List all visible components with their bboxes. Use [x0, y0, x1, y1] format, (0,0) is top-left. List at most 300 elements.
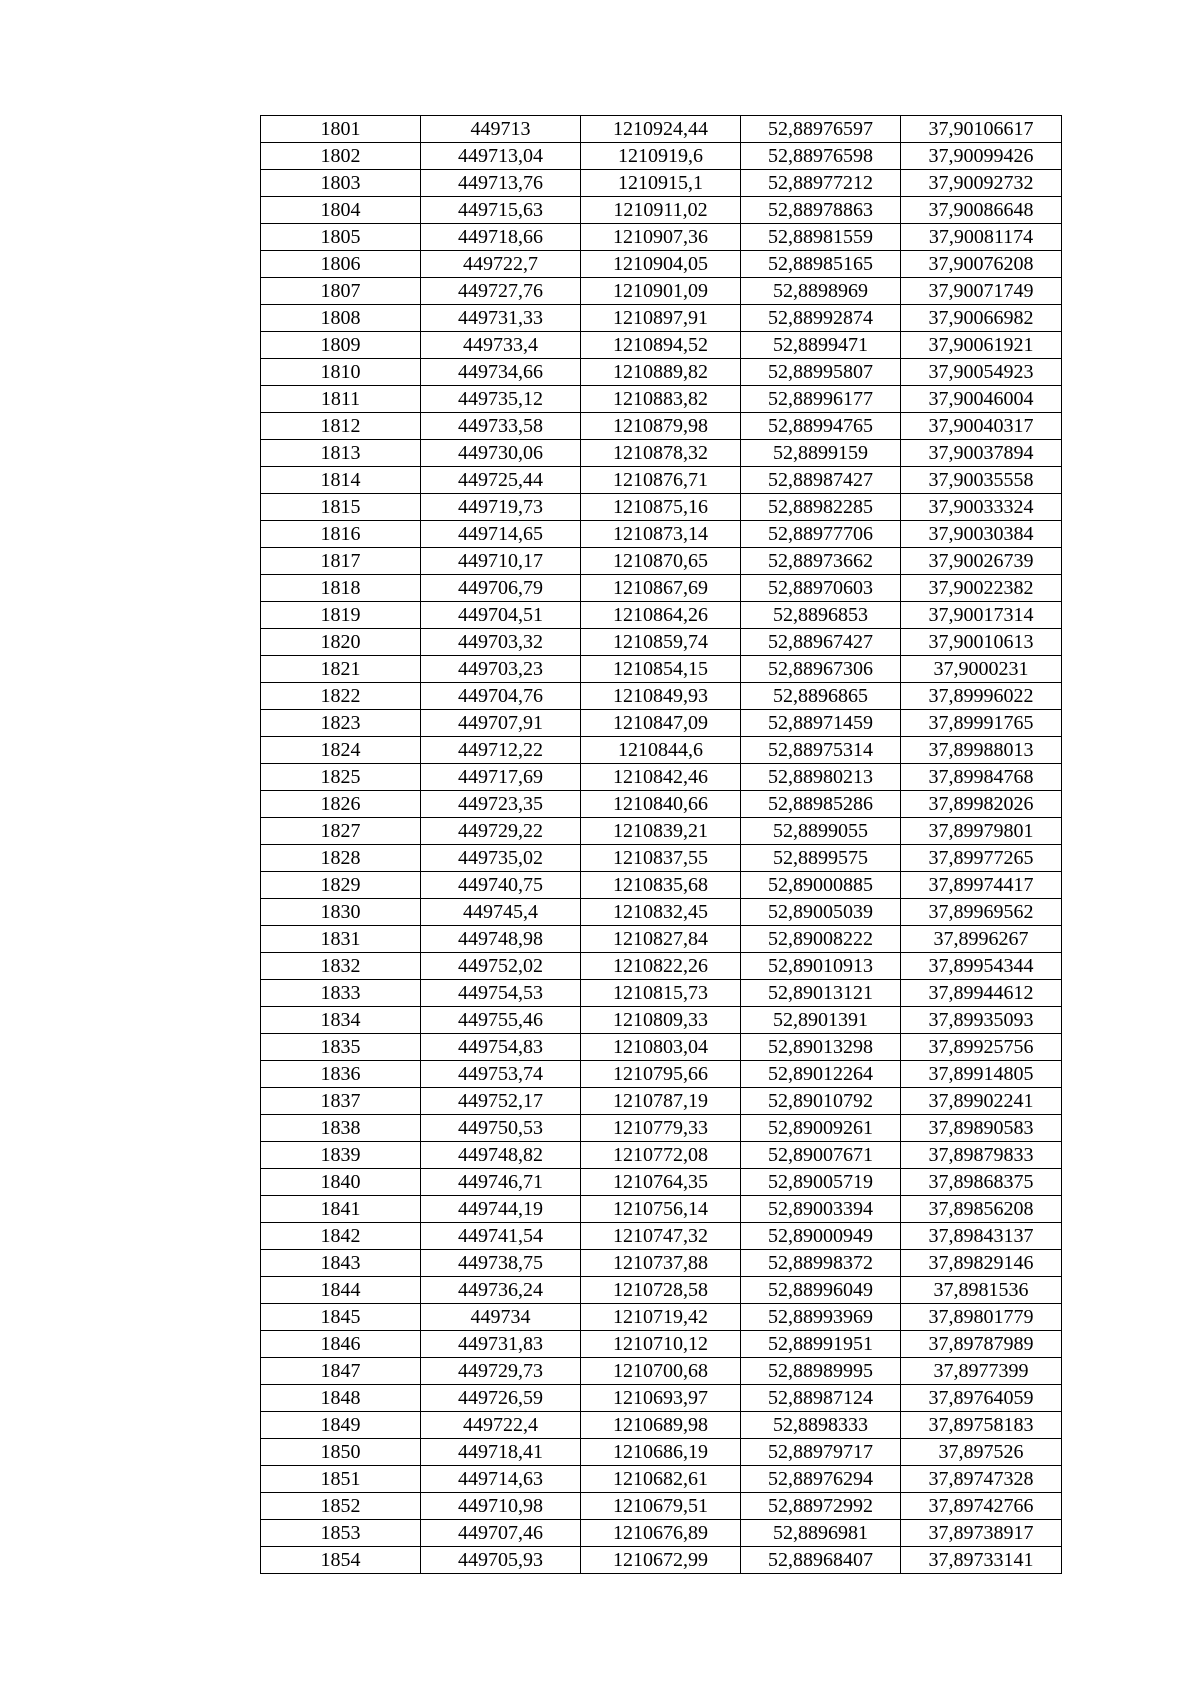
point-number-cell: 1826 [261, 791, 421, 818]
y-coordinate-cell: 1210827,84 [581, 926, 741, 953]
point-number-cell: 1832 [261, 953, 421, 980]
point-number-cell: 1820 [261, 629, 421, 656]
y-coordinate-cell: 1210842,46 [581, 764, 741, 791]
x-coordinate-cell: 449752,17 [421, 1088, 581, 1115]
y-coordinate-cell: 1210803,04 [581, 1034, 741, 1061]
longitude-cell: 37,90086648 [901, 197, 1062, 224]
x-coordinate-cell: 449726,59 [421, 1385, 581, 1412]
x-coordinate-cell: 449703,23 [421, 656, 581, 683]
latitude-cell: 52,8896981 [741, 1520, 901, 1547]
point-number-cell: 1821 [261, 656, 421, 683]
latitude-cell: 52,8899055 [741, 818, 901, 845]
x-coordinate-cell: 449713,76 [421, 170, 581, 197]
point-number-cell: 1834 [261, 1007, 421, 1034]
longitude-cell: 37,90017314 [901, 602, 1062, 629]
table-row [261, 1061, 1062, 1088]
y-coordinate-cell: 1210700,68 [581, 1358, 741, 1385]
longitude-cell: 37,9000231 [901, 656, 1062, 683]
table-row [261, 548, 1062, 575]
x-coordinate-cell: 449703,32 [421, 629, 581, 656]
latitude-cell: 52,89005719 [741, 1169, 901, 1196]
latitude-cell: 52,88967306 [741, 656, 901, 683]
point-number-cell: 1814 [261, 467, 421, 494]
longitude-cell: 37,89801779 [901, 1304, 1062, 1331]
x-coordinate-cell: 449752,02 [421, 953, 581, 980]
x-coordinate-cell: 449755,46 [421, 1007, 581, 1034]
point-number-cell: 1807 [261, 278, 421, 305]
x-coordinate-cell: 449715,63 [421, 197, 581, 224]
point-number-cell: 1831 [261, 926, 421, 953]
point-number-cell: 1845 [261, 1304, 421, 1331]
x-coordinate-cell: 449744,19 [421, 1196, 581, 1223]
y-coordinate-cell: 1210822,26 [581, 953, 741, 980]
point-number-cell: 1848 [261, 1385, 421, 1412]
x-coordinate-cell: 449748,82 [421, 1142, 581, 1169]
table-row [261, 332, 1062, 359]
latitude-cell: 52,89008222 [741, 926, 901, 953]
x-coordinate-cell: 449722,7 [421, 251, 581, 278]
longitude-cell: 37,89984768 [901, 764, 1062, 791]
table-row [261, 251, 1062, 278]
x-coordinate-cell: 449738,75 [421, 1250, 581, 1277]
latitude-cell: 52,88995807 [741, 359, 901, 386]
table-row [261, 953, 1062, 980]
longitude-cell: 37,89742766 [901, 1493, 1062, 1520]
x-coordinate-cell: 449746,71 [421, 1169, 581, 1196]
longitude-cell: 37,89758183 [901, 1412, 1062, 1439]
point-number-cell: 1805 [261, 224, 421, 251]
x-coordinate-cell: 449730,06 [421, 440, 581, 467]
y-coordinate-cell: 1210682,61 [581, 1466, 741, 1493]
x-coordinate-cell: 449712,22 [421, 737, 581, 764]
latitude-cell: 52,88976598 [741, 143, 901, 170]
x-coordinate-cell: 449733,58 [421, 413, 581, 440]
latitude-cell: 52,88996049 [741, 1277, 901, 1304]
table-row [261, 1277, 1062, 1304]
longitude-cell: 37,90037894 [901, 440, 1062, 467]
point-number-cell: 1803 [261, 170, 421, 197]
x-coordinate-cell: 449713 [421, 116, 581, 143]
y-coordinate-cell: 1210679,51 [581, 1493, 741, 1520]
x-coordinate-cell: 449741,54 [421, 1223, 581, 1250]
y-coordinate-cell: 1210894,52 [581, 332, 741, 359]
y-coordinate-cell: 1210844,6 [581, 737, 741, 764]
latitude-cell: 52,88978863 [741, 197, 901, 224]
latitude-cell: 52,88976294 [741, 1466, 901, 1493]
table-row [261, 737, 1062, 764]
latitude-cell: 52,88967427 [741, 629, 901, 656]
y-coordinate-cell: 1210879,98 [581, 413, 741, 440]
x-coordinate-cell: 449748,98 [421, 926, 581, 953]
longitude-cell: 37,8977399 [901, 1358, 1062, 1385]
y-coordinate-cell: 1210779,33 [581, 1115, 741, 1142]
y-coordinate-cell: 1210907,36 [581, 224, 741, 251]
point-number-cell: 1844 [261, 1277, 421, 1304]
table-row [261, 467, 1062, 494]
y-coordinate-cell: 1210875,16 [581, 494, 741, 521]
table-row [261, 1223, 1062, 1250]
y-coordinate-cell: 1210737,88 [581, 1250, 741, 1277]
latitude-cell: 52,8899575 [741, 845, 901, 872]
longitude-cell: 37,90026739 [901, 548, 1062, 575]
latitude-cell: 52,88968407 [741, 1547, 901, 1574]
point-number-cell: 1812 [261, 413, 421, 440]
longitude-cell: 37,90099426 [901, 143, 1062, 170]
x-coordinate-cell: 449754,53 [421, 980, 581, 1007]
point-number-cell: 1802 [261, 143, 421, 170]
longitude-cell: 37,89764059 [901, 1385, 1062, 1412]
latitude-cell: 52,88976597 [741, 116, 901, 143]
table-row [261, 1385, 1062, 1412]
y-coordinate-cell: 1210686,19 [581, 1439, 741, 1466]
x-coordinate-cell: 449745,4 [421, 899, 581, 926]
latitude-cell: 52,88973662 [741, 548, 901, 575]
latitude-cell: 52,89003394 [741, 1196, 901, 1223]
point-number-cell: 1822 [261, 683, 421, 710]
latitude-cell: 52,88970603 [741, 575, 901, 602]
x-coordinate-cell: 449722,4 [421, 1412, 581, 1439]
x-coordinate-cell: 449754,83 [421, 1034, 581, 1061]
point-number-cell: 1827 [261, 818, 421, 845]
point-number-cell: 1851 [261, 1466, 421, 1493]
x-coordinate-cell: 449710,98 [421, 1493, 581, 1520]
latitude-cell: 52,8899159 [741, 440, 901, 467]
longitude-cell: 37,8981536 [901, 1277, 1062, 1304]
point-number-cell: 1847 [261, 1358, 421, 1385]
y-coordinate-cell: 1210756,14 [581, 1196, 741, 1223]
latitude-cell: 52,89000885 [741, 872, 901, 899]
point-number-cell: 1811 [261, 386, 421, 413]
y-coordinate-cell: 1210676,89 [581, 1520, 741, 1547]
longitude-cell: 37,89944612 [901, 980, 1062, 1007]
table-row [261, 980, 1062, 1007]
y-coordinate-cell: 1210924,44 [581, 116, 741, 143]
longitude-cell: 37,90022382 [901, 575, 1062, 602]
y-coordinate-cell: 1210897,91 [581, 305, 741, 332]
longitude-cell: 37,89902241 [901, 1088, 1062, 1115]
longitude-cell: 37,90061921 [901, 332, 1062, 359]
y-coordinate-cell: 1210719,42 [581, 1304, 741, 1331]
latitude-cell: 52,89013121 [741, 980, 901, 1007]
table-row [261, 764, 1062, 791]
table-row [261, 1250, 1062, 1277]
table-row [261, 170, 1062, 197]
point-number-cell: 1843 [261, 1250, 421, 1277]
latitude-cell: 52,8901391 [741, 1007, 901, 1034]
longitude-cell: 37,90035558 [901, 467, 1062, 494]
table-row [261, 575, 1062, 602]
y-coordinate-cell: 1210919,6 [581, 143, 741, 170]
x-coordinate-cell: 449736,24 [421, 1277, 581, 1304]
y-coordinate-cell: 1210809,33 [581, 1007, 741, 1034]
longitude-cell: 37,89979801 [901, 818, 1062, 845]
table-row [261, 656, 1062, 683]
x-coordinate-cell: 449705,93 [421, 1547, 581, 1574]
y-coordinate-cell: 1210859,74 [581, 629, 741, 656]
table-row [261, 1466, 1062, 1493]
table-row [261, 116, 1062, 143]
table-row [261, 1439, 1062, 1466]
y-coordinate-cell: 1210837,55 [581, 845, 741, 872]
latitude-cell: 52,88979717 [741, 1439, 901, 1466]
x-coordinate-cell: 449729,73 [421, 1358, 581, 1385]
longitude-cell: 37,89787989 [901, 1331, 1062, 1358]
latitude-cell: 52,88985286 [741, 791, 901, 818]
longitude-cell: 37,89974417 [901, 872, 1062, 899]
latitude-cell: 52,88981559 [741, 224, 901, 251]
point-number-cell: 1808 [261, 305, 421, 332]
point-number-cell: 1836 [261, 1061, 421, 1088]
table-row [261, 521, 1062, 548]
y-coordinate-cell: 1210847,09 [581, 710, 741, 737]
x-coordinate-cell: 449714,65 [421, 521, 581, 548]
table-row [261, 926, 1062, 953]
latitude-cell: 52,8896853 [741, 602, 901, 629]
latitude-cell: 52,89005039 [741, 899, 901, 926]
table-row [261, 359, 1062, 386]
longitude-cell: 37,89954344 [901, 953, 1062, 980]
x-coordinate-cell: 449753,74 [421, 1061, 581, 1088]
table-row [261, 1520, 1062, 1547]
y-coordinate-cell: 1210870,65 [581, 548, 741, 575]
y-coordinate-cell: 1210839,21 [581, 818, 741, 845]
x-coordinate-cell: 449731,33 [421, 305, 581, 332]
y-coordinate-cell: 1210915,1 [581, 170, 741, 197]
point-number-cell: 1849 [261, 1412, 421, 1439]
y-coordinate-cell: 1210878,32 [581, 440, 741, 467]
latitude-cell: 52,88977706 [741, 521, 901, 548]
longitude-cell: 37,89977265 [901, 845, 1062, 872]
latitude-cell: 52,89012264 [741, 1061, 901, 1088]
x-coordinate-cell: 449718,66 [421, 224, 581, 251]
table-row [261, 143, 1062, 170]
longitude-cell: 37,90054923 [901, 359, 1062, 386]
y-coordinate-cell: 1210864,26 [581, 602, 741, 629]
longitude-cell: 37,89969562 [901, 899, 1062, 926]
longitude-cell: 37,90106617 [901, 116, 1062, 143]
y-coordinate-cell: 1210815,73 [581, 980, 741, 1007]
x-coordinate-cell: 449734 [421, 1304, 581, 1331]
y-coordinate-cell: 1210876,71 [581, 467, 741, 494]
latitude-cell: 52,89000949 [741, 1223, 901, 1250]
y-coordinate-cell: 1210689,98 [581, 1412, 741, 1439]
x-coordinate-cell: 449740,75 [421, 872, 581, 899]
longitude-cell: 37,90066982 [901, 305, 1062, 332]
point-number-cell: 1809 [261, 332, 421, 359]
x-coordinate-cell: 449704,76 [421, 683, 581, 710]
longitude-cell: 37,90071749 [901, 278, 1062, 305]
point-number-cell: 1854 [261, 1547, 421, 1574]
longitude-cell: 37,89988013 [901, 737, 1062, 764]
point-number-cell: 1816 [261, 521, 421, 548]
point-number-cell: 1840 [261, 1169, 421, 1196]
longitude-cell: 37,90010613 [901, 629, 1062, 656]
y-coordinate-cell: 1210889,82 [581, 359, 741, 386]
longitude-cell: 37,89890583 [901, 1115, 1062, 1142]
y-coordinate-cell: 1210911,02 [581, 197, 741, 224]
table-row [261, 1115, 1062, 1142]
y-coordinate-cell: 1210867,69 [581, 575, 741, 602]
x-coordinate-cell: 449750,53 [421, 1115, 581, 1142]
table-row [261, 413, 1062, 440]
latitude-cell: 52,89009261 [741, 1115, 901, 1142]
latitude-cell: 52,88977212 [741, 170, 901, 197]
latitude-cell: 52,89010792 [741, 1088, 901, 1115]
longitude-cell: 37,8996267 [901, 926, 1062, 953]
table-row [261, 629, 1062, 656]
table-row [261, 818, 1062, 845]
point-number-cell: 1838 [261, 1115, 421, 1142]
longitude-cell: 37,89843137 [901, 1223, 1062, 1250]
coordinates-table-body [261, 116, 1062, 1574]
table-row [261, 1007, 1062, 1034]
latitude-cell: 52,8898333 [741, 1412, 901, 1439]
x-coordinate-cell: 449704,51 [421, 602, 581, 629]
y-coordinate-cell: 1210849,93 [581, 683, 741, 710]
point-number-cell: 1823 [261, 710, 421, 737]
table-row [261, 845, 1062, 872]
x-coordinate-cell: 449727,76 [421, 278, 581, 305]
x-coordinate-cell: 449734,66 [421, 359, 581, 386]
latitude-cell: 52,88985165 [741, 251, 901, 278]
x-coordinate-cell: 449733,4 [421, 332, 581, 359]
y-coordinate-cell: 1210787,19 [581, 1088, 741, 1115]
x-coordinate-cell: 449725,44 [421, 467, 581, 494]
table-row [261, 1547, 1062, 1574]
latitude-cell: 52,88987124 [741, 1385, 901, 1412]
y-coordinate-cell: 1210710,12 [581, 1331, 741, 1358]
y-coordinate-cell: 1210795,66 [581, 1061, 741, 1088]
table-row [261, 1304, 1062, 1331]
longitude-cell: 37,89879833 [901, 1142, 1062, 1169]
longitude-cell: 37,89733141 [901, 1547, 1062, 1574]
point-number-cell: 1850 [261, 1439, 421, 1466]
table-row [261, 899, 1062, 926]
latitude-cell: 52,88972992 [741, 1493, 901, 1520]
table-row [261, 872, 1062, 899]
point-number-cell: 1813 [261, 440, 421, 467]
longitude-cell: 37,89738917 [901, 1520, 1062, 1547]
point-number-cell: 1837 [261, 1088, 421, 1115]
y-coordinate-cell: 1210883,82 [581, 386, 741, 413]
point-number-cell: 1817 [261, 548, 421, 575]
table-row [261, 683, 1062, 710]
longitude-cell: 37,89856208 [901, 1196, 1062, 1223]
point-number-cell: 1824 [261, 737, 421, 764]
point-number-cell: 1828 [261, 845, 421, 872]
latitude-cell: 52,88982285 [741, 494, 901, 521]
y-coordinate-cell: 1210764,35 [581, 1169, 741, 1196]
y-coordinate-cell: 1210904,05 [581, 251, 741, 278]
x-coordinate-cell: 449717,69 [421, 764, 581, 791]
table-row [261, 278, 1062, 305]
latitude-cell: 52,88980213 [741, 764, 901, 791]
point-number-cell: 1835 [261, 1034, 421, 1061]
y-coordinate-cell: 1210835,68 [581, 872, 741, 899]
table-row [261, 305, 1062, 332]
longitude-cell: 37,89935093 [901, 1007, 1062, 1034]
longitude-cell: 37,90030384 [901, 521, 1062, 548]
x-coordinate-cell: 449706,79 [421, 575, 581, 602]
table-row [261, 197, 1062, 224]
x-coordinate-cell: 449707,91 [421, 710, 581, 737]
longitude-cell: 37,89868375 [901, 1169, 1062, 1196]
table-row [261, 791, 1062, 818]
table-row [261, 1331, 1062, 1358]
table-row [261, 1412, 1062, 1439]
y-coordinate-cell: 1210840,66 [581, 791, 741, 818]
x-coordinate-cell: 449735,12 [421, 386, 581, 413]
point-number-cell: 1830 [261, 899, 421, 926]
point-number-cell: 1839 [261, 1142, 421, 1169]
x-coordinate-cell: 449719,73 [421, 494, 581, 521]
longitude-cell: 37,90033324 [901, 494, 1062, 521]
longitude-cell: 37,89982026 [901, 791, 1062, 818]
longitude-cell: 37,90046004 [901, 386, 1062, 413]
latitude-cell: 52,88993969 [741, 1304, 901, 1331]
x-coordinate-cell: 449714,63 [421, 1466, 581, 1493]
x-coordinate-cell: 449723,35 [421, 791, 581, 818]
longitude-cell: 37,89747328 [901, 1466, 1062, 1493]
longitude-cell: 37,89829146 [901, 1250, 1062, 1277]
longitude-cell: 37,90081174 [901, 224, 1062, 251]
y-coordinate-cell: 1210901,09 [581, 278, 741, 305]
longitude-cell: 37,89914805 [901, 1061, 1062, 1088]
table-row [261, 602, 1062, 629]
longitude-cell: 37,89991765 [901, 710, 1062, 737]
point-number-cell: 1846 [261, 1331, 421, 1358]
latitude-cell: 52,89013298 [741, 1034, 901, 1061]
table-row [261, 1034, 1062, 1061]
point-number-cell: 1810 [261, 359, 421, 386]
table-row [261, 494, 1062, 521]
longitude-cell: 37,89925756 [901, 1034, 1062, 1061]
table-row [261, 440, 1062, 467]
latitude-cell: 52,88987427 [741, 467, 901, 494]
y-coordinate-cell: 1210728,58 [581, 1277, 741, 1304]
x-coordinate-cell: 449707,46 [421, 1520, 581, 1547]
latitude-cell: 52,8896865 [741, 683, 901, 710]
table-row [261, 386, 1062, 413]
latitude-cell: 52,88998372 [741, 1250, 901, 1277]
table-row [261, 1358, 1062, 1385]
x-coordinate-cell: 449713,04 [421, 143, 581, 170]
x-coordinate-cell: 449735,02 [421, 845, 581, 872]
longitude-cell: 37,90092732 [901, 170, 1062, 197]
latitude-cell: 52,88989995 [741, 1358, 901, 1385]
table-row [261, 1196, 1062, 1223]
x-coordinate-cell: 449718,41 [421, 1439, 581, 1466]
point-number-cell: 1801 [261, 116, 421, 143]
table-row [261, 1142, 1062, 1169]
table-row [261, 710, 1062, 737]
x-coordinate-cell: 449710,17 [421, 548, 581, 575]
latitude-cell: 52,88991951 [741, 1331, 901, 1358]
longitude-cell: 37,90076208 [901, 251, 1062, 278]
latitude-cell: 52,88971459 [741, 710, 901, 737]
latitude-cell: 52,89010913 [741, 953, 901, 980]
point-number-cell: 1819 [261, 602, 421, 629]
point-number-cell: 1818 [261, 575, 421, 602]
point-number-cell: 1842 [261, 1223, 421, 1250]
latitude-cell: 52,88996177 [741, 386, 901, 413]
y-coordinate-cell: 1210747,32 [581, 1223, 741, 1250]
latitude-cell: 52,88992874 [741, 305, 901, 332]
table-row [261, 1088, 1062, 1115]
point-number-cell: 1841 [261, 1196, 421, 1223]
y-coordinate-cell: 1210873,14 [581, 521, 741, 548]
point-number-cell: 1825 [261, 764, 421, 791]
